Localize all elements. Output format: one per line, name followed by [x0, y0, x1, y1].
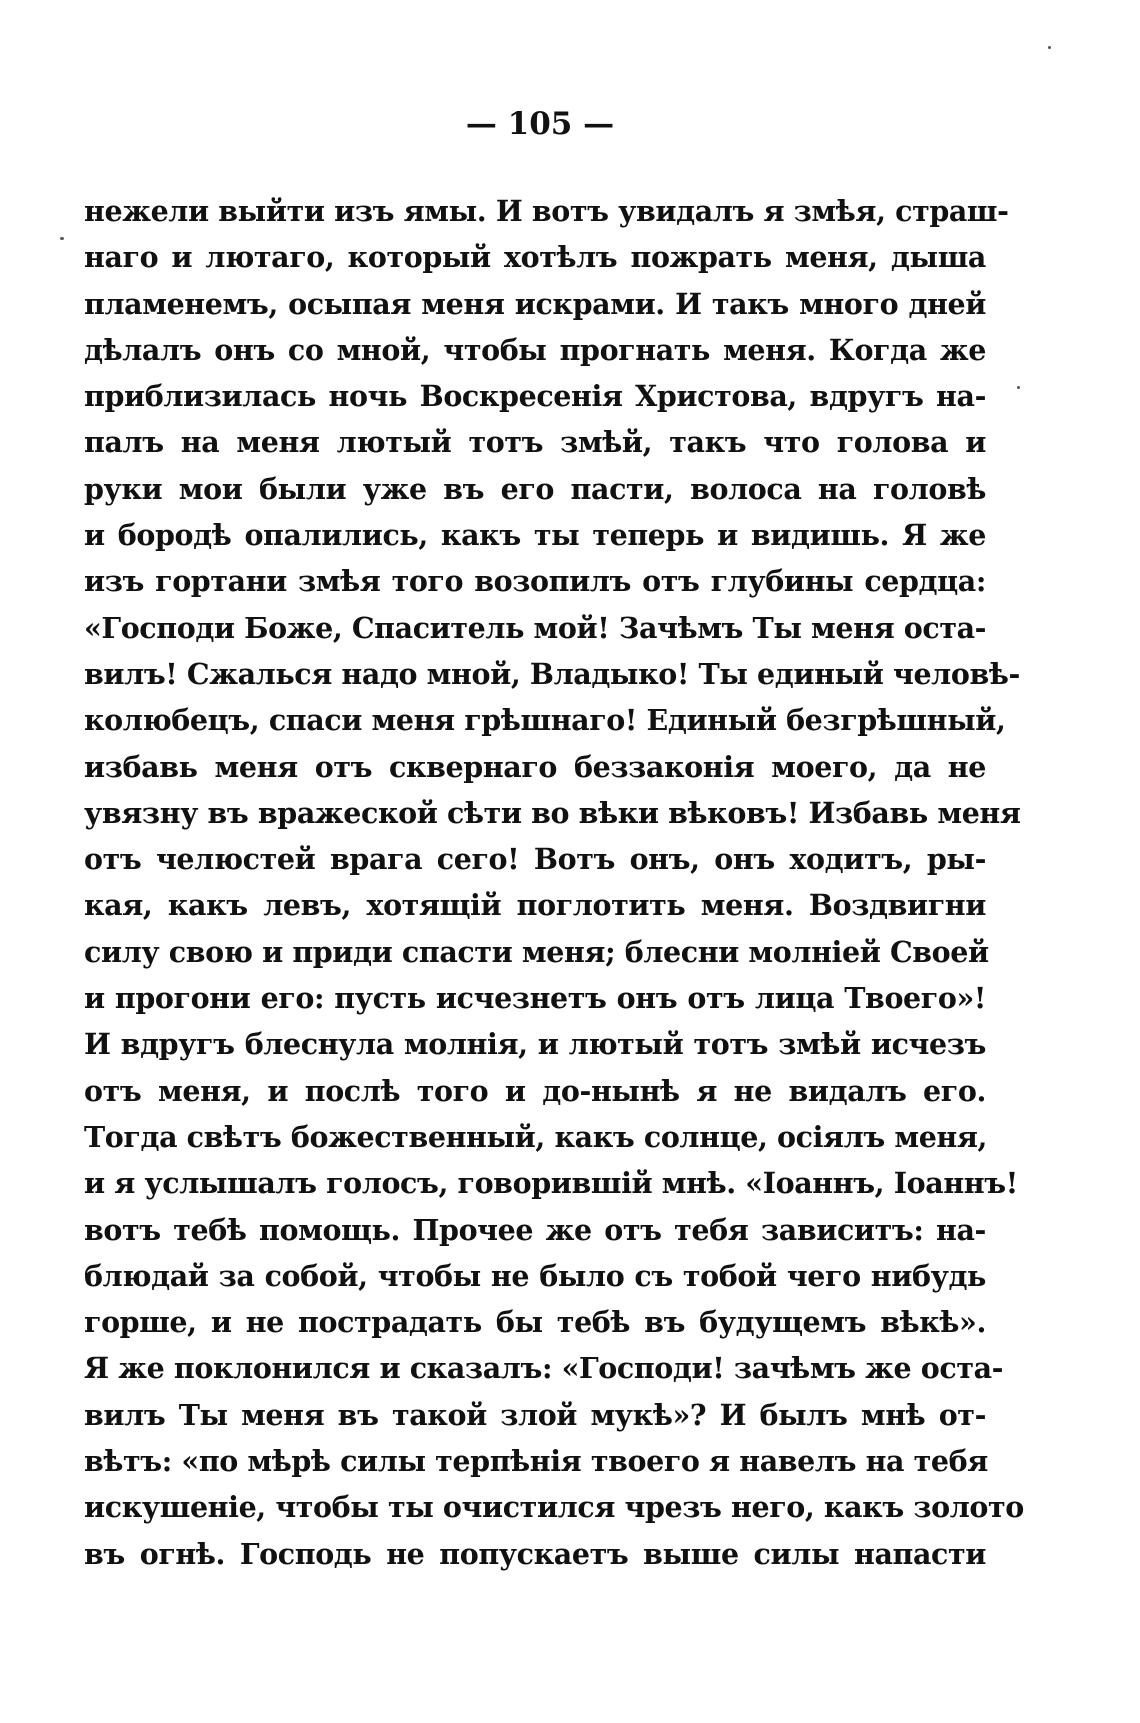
text-line: вилъ! Сжалься надо мной, Владыко! Ты единый человѣ-: [84, 656, 1020, 691]
text-line: и бородѣ опалились, какъ ты теперь и видишь. Я же: [84, 518, 986, 553]
body-text: [84, 188, 1024, 1577]
text-line: вотъ тебѣ помощь. Прочее же отъ тебя зависитъ: на-: [84, 1212, 986, 1247]
text-line: отъ челюстей врага сего! Вотъ онъ, онъ ходитъ, ры-: [84, 842, 986, 877]
text-line: въ огнѣ. Господь не попускаетъ выше силы напасти: [84, 1536, 986, 1571]
text-line: пламенемъ, осыпая меня искрами. И такъ много дней: [84, 286, 986, 321]
text-line: горше, и не пострадать бы тебѣ въ будущемъ вѣкѣ».: [84, 1305, 986, 1340]
text-line: Тогда свѣтъ божественный, какъ солнце, осіялъ меня,: [84, 1119, 988, 1154]
text-line: искушеніе, чтобы ты очистился чрезъ него, какъ золото: [84, 1490, 1024, 1525]
text-line: колюбецъ, спаси меня грѣшнаго! Единый безгрѣшный,: [84, 703, 1006, 738]
text-line: нежели выйти изъ ямы. И вотъ увидалъ я змѣя, страш-: [84, 194, 1009, 228]
text-line: блюдай за собой, чтобы не было съ тобой чего нибудь: [84, 1258, 986, 1293]
text-line: руки мои были уже въ его пасти, волоса на головѣ: [84, 471, 986, 506]
text-line: И вдругъ блеснула молнія, и лютый тотъ змѣй исчезъ: [84, 1027, 986, 1062]
text-line: Я же поклонился и сказалъ: «Господи! зачѣмъ же оста-: [84, 1351, 1004, 1386]
print-speck: [60, 237, 64, 240]
text-line: вилъ Ты меня въ такой злой мукѣ»? И былъ мнѣ от-: [84, 1397, 986, 1432]
text-line: наго и лютаго, который хотѣлъ пожрать меня, дыша: [84, 240, 986, 275]
text-line: «Господи Боже, Спаситель мой! Зачѣмъ Ты меня оста-: [84, 610, 987, 645]
text-line: кая, какъ левъ, хотящій поглотить меня. Воздвигни: [84, 888, 986, 923]
text-line: избавь меня отъ сквернаго беззаконія моего, да не: [84, 749, 986, 784]
text-line: дѣлалъ онъ со мной, чтобы прогнать меня. Когда же: [84, 332, 986, 367]
text-line: приблизилась ночь Воскресенія Христова, вдругъ на-: [84, 379, 986, 414]
text-line: палъ на меня лютый тотъ змѣй, такъ что голова и: [84, 425, 986, 460]
text-line: и я услышалъ голосъ, говорившій мнѣ. «Іоаннъ, Іоаннъ!: [84, 1166, 1018, 1201]
page-number: — 105 —: [465, 106, 615, 142]
print-speck: [1017, 386, 1020, 389]
text-line: вѣтъ: «по мѣрѣ силы терпѣнія твоего я навелъ на тебя: [84, 1444, 988, 1479]
text-line: изъ гортани змѣя того возопилъ отъ глубины сердца:: [84, 564, 986, 599]
text-line: силу свою и приди спасти меня; блесни молніей Своей: [84, 934, 989, 969]
text-line: отъ меня, и послѣ того и до-нынѣ я не видалъ его.: [84, 1073, 986, 1108]
text-line: и прогони его: пусть исчезнетъ онъ отъ лица Твоего»!: [84, 981, 986, 1016]
print-speck: [1048, 46, 1051, 49]
text-line: увязну въ вражеской сѣти во вѣки вѣковъ! Избавь меня: [84, 795, 1021, 830]
